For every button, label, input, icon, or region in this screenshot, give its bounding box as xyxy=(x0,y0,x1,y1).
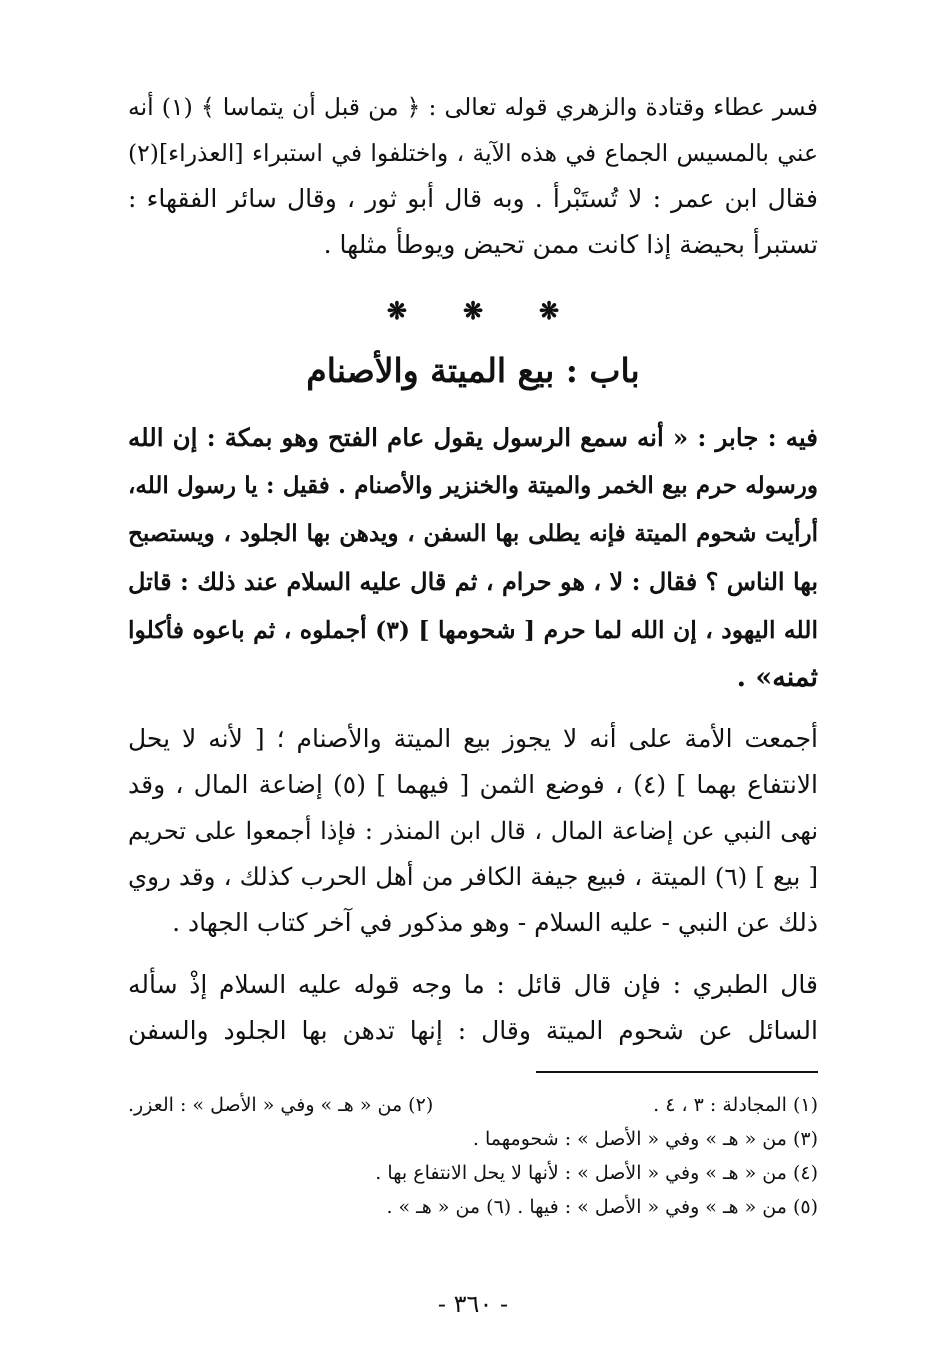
commentary-line: ذلك عن النبي - عليه السلام - وهو مذكور في آخر كتاب الجهاد . xyxy=(172,908,818,937)
tabari-line: قال الطبري : فإن قال قائل : ما وجه قوله عليه السلام إذْ سأله xyxy=(128,970,818,999)
footnote-divider xyxy=(536,1071,818,1073)
footnote-row xyxy=(128,1088,818,1122)
intro-paragraph xyxy=(128,84,818,268)
footnote-1: (١) المجادلة : ٣ ، ٤ . xyxy=(653,1094,818,1116)
hadith-paragraph xyxy=(128,414,818,702)
commentary-paragraph xyxy=(128,716,818,946)
hadith-line: بها الناس ؟ فقال : لا ، هو حرام ، ثم قال عليه السلام عند ذلك : قاتل xyxy=(128,567,818,596)
intro-line: تستبرأ بحيضة إذا كانت ممن تحيض ويوطأ مثلها . xyxy=(323,230,818,259)
footnote-5-6: (٥) من « هـ » وفي « الأصل » : فيها . (٦) من « هـ » . xyxy=(386,1196,818,1218)
hadith-line: الله اليهود ، إن الله لما حرم [ شحومها ] (٣) أجملوه ، ثم باعوه فأكلوا xyxy=(128,616,818,644)
footnote-4: (٤) من « هـ » وفي « الأصل » : لأنها لا يحل الانتفاع بها . xyxy=(375,1162,818,1184)
chapter-title: باب : بيع الميتة والأصنام xyxy=(306,351,640,390)
footnote-row xyxy=(128,1190,818,1224)
footnotes xyxy=(128,1088,818,1224)
star-ornament-icon: ❋ xyxy=(386,296,407,325)
intro-line: فسر عطاء وقتادة والزهري قوله تعالى : ﴿ من قبل أن يتماسا ﴾ (١) أنه xyxy=(128,93,818,121)
footnote-2: (٢) من « هـ » وفي « الأصل » : العزر. xyxy=(128,1094,434,1116)
hadith-line: ثمنه» . xyxy=(736,662,818,693)
page-number: - ٣٦٠ - xyxy=(437,1290,509,1318)
hadith-line: فيه : جابر : « أنه سمع الرسول يقول عام الفتح وهو بمكة : إن الله xyxy=(128,423,818,452)
commentary-line: الانتفاع بهما ] (٤) ، فوضع الثمن [ فيهما ] (٥) إضاعة المال ، وقد xyxy=(128,770,818,799)
tabari-line: السائل عن شحوم الميتة وقال : إنها تدهن بها الجلود والسفن xyxy=(128,1016,818,1045)
star-ornament-icon: ❋ xyxy=(462,296,484,325)
hadith-line: أرأيت شحوم الميتة فإنه يطلى بها السفن ، ويدهن بها الجلود ، ويستصبح xyxy=(128,520,818,547)
commentary-line: نهى النبي عن إضاعة المال ، قال ابن المنذر : فإذا أجمعوا على تحريم xyxy=(128,817,818,845)
commentary-line: [ بيع ] (٦) الميتة ، فبيع جيفة الكافر من أهل الحرب كذلك ، وقد روي xyxy=(128,862,818,891)
intro-line: عني بالمسيس الجماع في هذه الآية ، واختلفوا في استبراء [العذراء](٢) xyxy=(128,139,818,167)
footnote-3: (٣) من « هـ » وفي « الأصل » : شحومهما . xyxy=(472,1128,818,1150)
footnote-row xyxy=(128,1122,818,1156)
intro-line: فقال ابن عمر : لا تُستَبْرأ . وبه قال أبو ثور ، وقال سائر الفقهاء : xyxy=(128,184,818,213)
star-ornament-icon: ❋ xyxy=(539,296,560,325)
hadith-line: ورسوله حرم بيع الخمر والميتة والخنزير والأصنام . فقيل : يا رسول الله، xyxy=(128,472,818,499)
section-separator xyxy=(0,296,946,326)
tabari-paragraph xyxy=(128,962,818,1054)
footnote-row xyxy=(128,1156,818,1190)
commentary-line: أجمعت الأمة على أنه لا يجوز بيع الميتة والأصنام ؛ [ لأنه لا يحل xyxy=(128,724,818,753)
